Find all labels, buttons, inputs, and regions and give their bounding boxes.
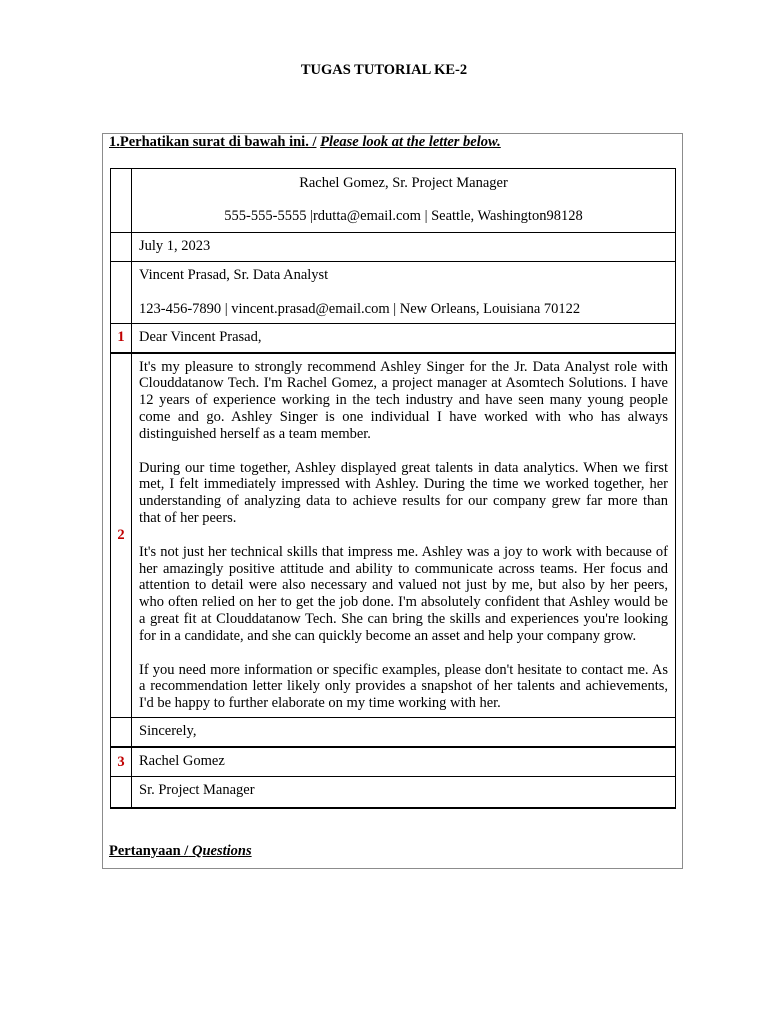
document-title: TUGAS TUTORIAL KE-2 — [300, 62, 468, 78]
salutation-row — [111, 323, 676, 353]
letter-table — [110, 168, 676, 809]
salutation: Dear Vincent Prasad, — [139, 328, 262, 345]
questions-label-indonesian: Pertanyaan / — [109, 843, 189, 859]
sender-name: Rachel Gomez, Sr. Project Manager — [299, 175, 508, 191]
closing: Sincerely, — [139, 722, 197, 739]
signature-name: Rachel Gomez — [139, 752, 225, 769]
letter-date: July 1, 2023 — [139, 238, 211, 254]
body-paragraph-4: If you need more information or specific examples, please don't hesitate to contact me. As a recommendation letter likely only provides a snapshot of her talents and achievements, I'd be happy to further elaborate on my time working with her. — [139, 661, 668, 712]
body-paragraph-3: It's not just her technical skills that impress me. Ashley was a joy to work with because of her amazingly positive attitude and ability to communicate across teams. Her focus and attention to detail were also necessary and valued not just by me, but also by her peers, who often relied on her to get the job done. I'm absolutely confident that Ashley would be a great fit at Clouddatanow Tech. She can bring the skills and experiences you're looking for in a candidate, and she can quickly become an asset and help your company grow. — [139, 543, 668, 644]
signature-title: Sr. Project Manager — [139, 781, 255, 798]
sender-contact: 555-555-5555 |rdutta@email.com | Seattle, Washington98128 — [224, 207, 583, 224]
instruction-english: Please look at the letter below. — [320, 134, 501, 150]
question-instruction — [109, 134, 501, 151]
recipient-name: Vincent Prasad, Sr. Data Analyst — [139, 267, 329, 283]
sender-row — [111, 169, 676, 233]
marker-3: 3 — [111, 747, 132, 777]
instruction-indonesian: Perhatikan surat di bawah ini. / — [119, 134, 317, 150]
marker-1: 1 — [111, 323, 132, 353]
signature-name-row — [111, 747, 676, 777]
question-number: 1. — [109, 134, 120, 150]
date-row — [111, 233, 676, 262]
marker-2: 2 — [111, 353, 132, 718]
body-paragraph-2: During our time together, Ashley displayed great talents in data analytics. When we first met, I felt immediately impressed with Ashley. During the time we worked together, her understanding of analyzing data to achieve results for our company grew far more than that of her peers. — [139, 459, 668, 526]
recipient-row — [111, 262, 676, 324]
closing-row — [111, 717, 676, 747]
questions-heading — [109, 843, 252, 860]
body-row — [111, 353, 676, 718]
questions-label-english: Questions — [191, 843, 252, 859]
recipient-contact: 123-456-7890 | vincent.prasad@email.com | New Orleans, Louisiana 70122 — [139, 300, 581, 317]
signature-title-row — [111, 776, 676, 808]
body-paragraph-1: It's my pleasure to strongly recommend Ashley Singer for the Jr. Data Analyst role with Clouddatanow Tech. I'm Rachel Gomez, a project manager at Asomtech Solutions. I have 12 years of experience working in the tech industry and have seen many young people come and go. Ashley Singer is one individual I have worked with who has always distinguished herself as a team member. — [139, 358, 668, 442]
